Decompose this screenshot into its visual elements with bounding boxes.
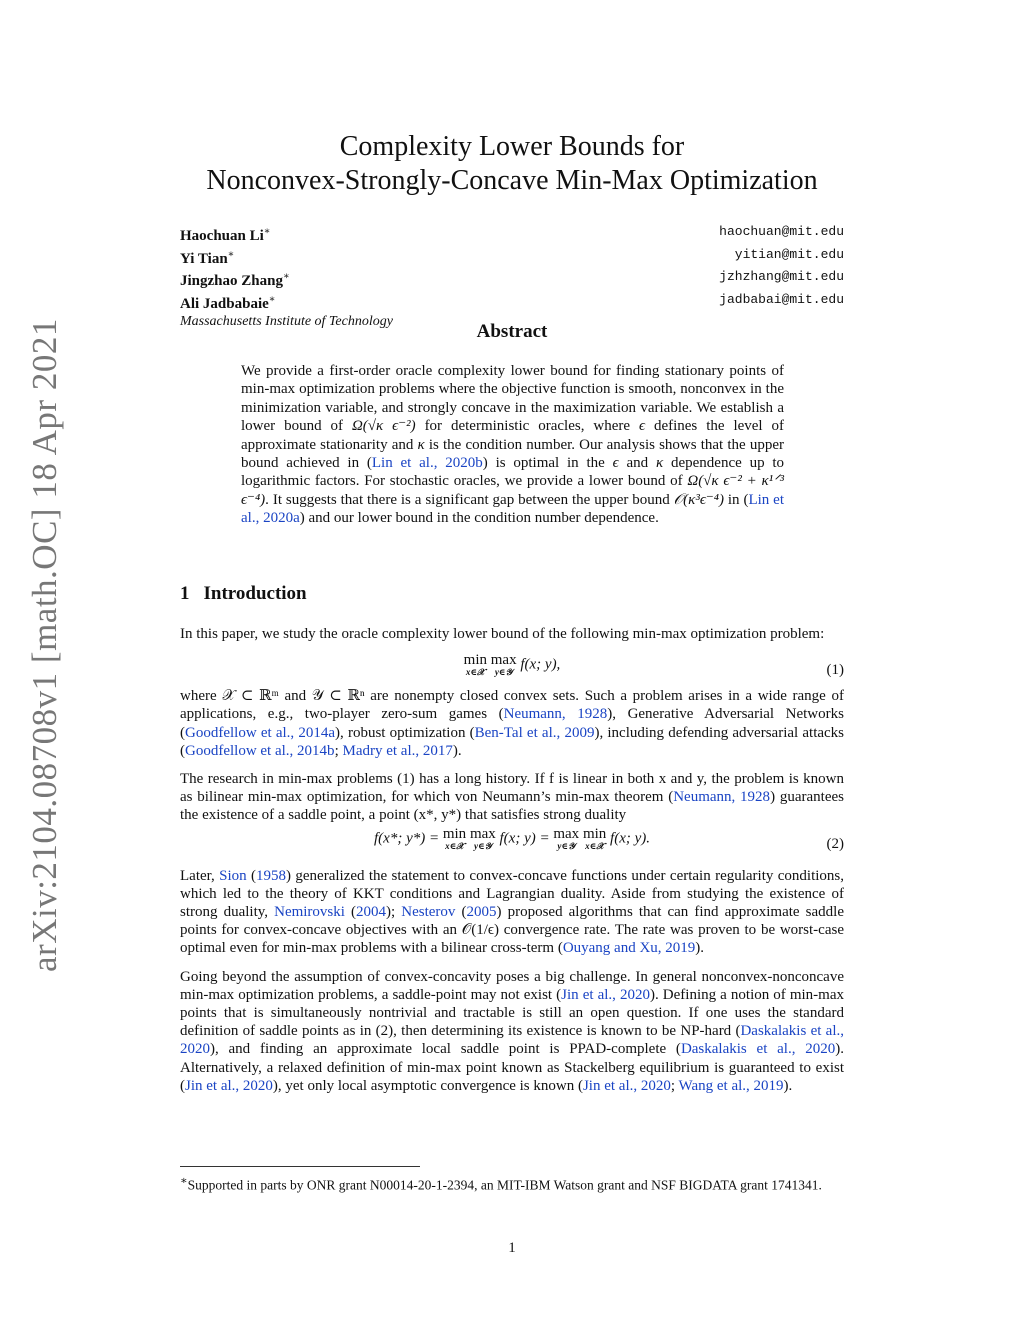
affiliation: Massachusetts Institute of Technology — [180, 314, 393, 329]
citation-link[interactable]: Neumann, 1928 — [503, 706, 608, 723]
author-name: Haochuan Li∗ — [180, 226, 271, 244]
author-email[interactable]: yitian@mit.edu — [734, 246, 844, 262]
citation-link[interactable]: Jin et al., 2020 — [561, 986, 650, 1003]
page-number: 1 — [508, 1240, 516, 1256]
author-email[interactable]: jzhzhang@mit.edu — [719, 269, 844, 284]
lower-bound-deterministic: Ω(√κ ϵ⁻²) — [351, 418, 416, 435]
equation-1: min x∈𝒳 max y∈𝒴 f(x; y), (1) — [463, 652, 844, 679]
citation-link[interactable]: Daskalakis et al., 2020 — [180, 1023, 844, 1058]
citation-link[interactable]: 2005 — [466, 904, 497, 921]
citation-link[interactable]: Jin et al., 2020 — [582, 1077, 671, 1094]
citation-link[interactable]: Lin et al., 2020b — [371, 455, 483, 472]
citation-link[interactable]: Jin et al., 2020 — [185, 1077, 273, 1094]
paragraph: Going beyond the assumption of convex-concavity poses a big challenge. In general nonconvex-nonconcave min-max optimization problems, a saddle-point may not exist (Jin et al., 2020). Defining a notion of min-max points that is simultaneously nontrivial and tractable is still an open question. If one uses the standard definition of saddle points as in (2), then determining its existence is known to be NP-hard (Daskalakis et al., 2020), and finding an approximate local saddle point is PPAD-complete (Daskalakis et al., 2020). Alternatively, a relaxed definition of min-max point known as Stackelberg equilibrium is guaranteed to exist (Jin et al., 2020), yet only local asymptotic convergence is known (Jin et al., 2020; Wang et al., 2019). — [180, 968, 845, 1094]
paragraph: In this paper, we study the oracle complexity lower bound of the following min-max optimization problem: — [180, 626, 825, 642]
abstract-text: We provide a first-order oracle complexity lower bound for finding stationary points of min-max optimization problems where the objective function is smooth, nonconvex in the minimization variable, and strongly concave in the maximization variable. We establish a lower bound of Ω(√κ ϵ⁻²) for deterministic oracles, where ϵ defines the level of approximate stationarity and κ is the condition number. Our analysis shows that the upper bound achieved in (Lin et al., 2020b) is optimal in the ϵ and κ dependence up to logarithmic factors. For stochastic oracles, we provide a lower bound of Ω(√κ ϵ⁻² + κ¹ᐟ³ ϵ⁻⁴). It suggests that there is a significant gap between the upper bound 𝒪(κ³ϵ⁻⁴) in (Lin et al., 2020a) and our lower bound in the condition number dependence. — [241, 363, 785, 527]
author-row — [180, 291, 844, 314]
author-row — [180, 268, 844, 291]
upper-bound: 𝒪(κ³ϵ⁻⁴) — [673, 491, 724, 508]
citation-link[interactable]: Goodfellow et al., 2014b — [185, 742, 335, 759]
paragraph: The research in min-max problems (1) has a long history. If f is linear in both x and y, the problem is known as bilinear min-max optimization, for which von Neumann’s min-max theorem (Neumann, 1928) guarantees the existence of a saddle point, a point (x*, y*) that satisfies strong duality — [180, 771, 844, 824]
footnote: ∗Supported in parts by ONR grant N00014-20-1-2394, an MIT-IBM Watson grant and NSF BIGDATA grant 1741341. — [180, 1175, 822, 1193]
author-row — [180, 223, 844, 246]
equation-number: (2) — [826, 835, 844, 852]
paragraph: Later, Sion (1958) generalized the statement to convex-concave functions under certain regularity conditions, which led to the theory of KKT conditions and Lagrangian duality. Aside from studying the existence of strong duality, Nemirovski (2004); Nesterov (2005) proposed algorithms that can find approximate saddle points for convex-concave objectives with an 𝒪(1/ϵ) convergence rate. The rate was proven to be worst-case optimal even for min-max problems with a bilinear cross-term (Ouyang and Xu, 2019). — [180, 867, 844, 957]
abstract-heading: Abstract — [476, 321, 548, 342]
citation-link[interactable]: Daskalakis et al., 2020 — [680, 1041, 836, 1058]
author-name: Ali Jadbabaie∗ — [180, 293, 276, 312]
paragraph: where 𝒳 ⊂ ℝᵐ and 𝒴 ⊂ ℝⁿ are nonempty closed convex sets. Such a problem arises in a wide range of applications, e.g., two-player zero-sum games (Neumann, 1928), Generative Adversarial Networks (Goodfellow et al., 2014a), robust optimization (Ben-Tal et al., 2009), including defending adversarial attacks (Goodfellow et al., 2014b; Madry et al., 2017). — [180, 688, 845, 759]
author-name: Jingzhao Zhang∗ — [180, 271, 290, 289]
introduction-body — [180, 625, 844, 1105]
citation-link[interactable]: Goodfellow et al., 2014a — [185, 724, 336, 741]
section-heading-introduction: 1 Introduction — [180, 583, 307, 604]
citation-link[interactable]: Nesterov — [401, 904, 456, 921]
citation-link[interactable]: Neumann, 1928 — [673, 789, 771, 806]
author-email[interactable]: jadbabai@mit.edu — [719, 291, 844, 307]
title-line-1: Complexity Lower Bounds for — [339, 131, 685, 162]
citation-link[interactable]: Sion — [219, 867, 247, 884]
citation-link[interactable]: Ben-Tal et al., 2009 — [474, 724, 595, 741]
equation-2: f(x*; y*) = min x∈𝒳 max y∈𝒴 f(x; y) = max y∈𝒴 min x∈𝒳 f(x; y). (2) — [374, 825, 844, 852]
author-email[interactable]: haochuan@mit.edu — [719, 224, 844, 239]
author-row — [180, 246, 844, 269]
equation-number: (1) — [826, 662, 844, 679]
citation-link[interactable]: Lin et al., 2020a — [241, 491, 785, 527]
citation-link[interactable]: Wang et al., 2019 — [678, 1077, 784, 1094]
citation-link[interactable]: Nemirovski — [274, 904, 345, 921]
author-block — [180, 223, 844, 332]
citation-link[interactable]: Ouyang and Xu, 2019 — [562, 940, 696, 957]
citation-link[interactable]: 2004 — [356, 904, 387, 921]
title-line-2: Nonconvex-Strongly-Concave Min-Max Optimization — [206, 165, 818, 196]
arxiv-identifier: arXiv:2104.08708v1 [math.OC] 18 Apr 2021 — [25, 318, 64, 972]
paper-title — [180, 130, 844, 198]
citation-link[interactable]: 1958 — [256, 867, 287, 884]
footnote-divider — [180, 1166, 420, 1167]
lower-bound-stochastic: Ω(√κ ϵ⁻² + κ¹ᐟ³ ϵ⁻⁴) — [241, 473, 785, 508]
author-name: Yi Tian∗ — [180, 248, 235, 267]
citation-link[interactable]: Madry et al., 2017 — [342, 742, 453, 759]
